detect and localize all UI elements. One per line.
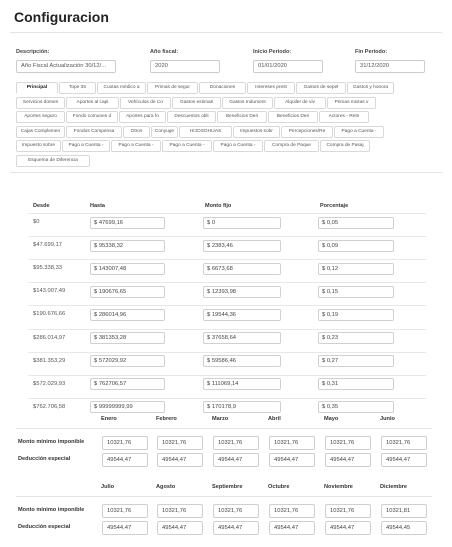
desde-value: $0 [33,219,40,225]
porcentaje-input[interactable]: $ 0,27 [318,355,394,367]
tab-11[interactable]: Gastos estimati [172,97,221,109]
deduccion-input[interactable]: 49544,47 [269,453,315,467]
hasta-input[interactable]: $ 381353,28 [90,332,165,344]
tab-18[interactable]: Descuentos obli [167,111,216,123]
anio-fiscal-label: Año fiscal: [150,49,179,55]
title-divider [10,32,442,33]
deduccion-input[interactable]: 49544,47 [269,521,315,535]
fin-periodo-input[interactable]: 31/12/2020 [355,60,425,73]
tab-3[interactable]: Primas de segur [147,82,198,94]
month-header: Abril [268,416,281,422]
hasta-input[interactable]: $ 143007,48 [90,263,165,275]
deduccion-input[interactable]: 49544,47 [102,521,148,535]
porcentaje-input[interactable]: $ 0,23 [318,332,394,344]
descripcion-label: Descripción: [16,49,50,55]
desde-value: $47.699,17 [33,242,63,249]
tab-28[interactable]: Percepciones/Re [281,126,333,138]
porcentaje-input[interactable]: $ 0,35 [318,401,394,413]
desde-value: $381.353,29 [33,357,66,364]
porcentaje-input[interactable]: $ 0,15 [318,286,394,298]
desde-value: $95.338,33 [33,265,63,272]
porcentaje-input[interactable]: $ 0,05 [318,217,394,229]
tab-30[interactable]: Impuesto sobre [16,140,61,152]
monto-fijo-input[interactable]: $ 37658,64 [203,332,281,344]
monto-minimo-label: Monto mínimo imponible [18,507,85,513]
tab-22[interactable]: Cajas Complemen [16,126,65,138]
row-divider [28,282,426,283]
desde-value: $143.007,49 [33,288,66,295]
minimo-input[interactable]: 10321,76 [102,436,148,450]
tab-27[interactable]: Impuestos sobr [233,126,280,138]
hasta-input[interactable]: $ 286014,96 [90,309,165,321]
col-porcentaje: Porcentaje [320,203,349,209]
month-divider [16,496,432,497]
month-divider [16,428,432,429]
minimo-input[interactable]: 10321,76 [325,436,371,450]
hasta-input[interactable]: $ 190676,65 [90,286,165,298]
deduccion-input[interactable]: 49544,47 [213,521,259,535]
month-header: Febrero [156,416,177,422]
tabs-divider [10,172,442,173]
tab-37[interactable]: Esquema de Diferencia [16,155,90,167]
minimo-input[interactable]: 10321,76 [157,504,203,518]
monto-fijo-input[interactable]: $ 0 [203,217,281,229]
tab-14[interactable]: Primas mixtas v [327,97,376,109]
descripcion-input[interactable]: Año Fiscal Actualización 30/12/... [16,60,116,73]
deduccion-input[interactable]: 49544,47 [157,453,203,467]
monto-fijo-input[interactable]: $ 2383,46 [203,240,281,252]
tab-8[interactable]: Servicios domes [16,97,65,109]
hasta-input[interactable]: $ 99999999,99 [90,401,165,413]
anio-fiscal-input[interactable]: 2020 [150,60,220,73]
deduccion-input[interactable]: 49544,47 [213,453,259,467]
minimo-input[interactable]: 10321,76 [213,436,259,450]
month-header: Julio [101,484,115,490]
monto-fijo-input[interactable]: $ 111069,14 [203,378,281,390]
hasta-input[interactable]: $ 762706,57 [90,378,165,390]
tab-15[interactable]: Aportes seguro [16,111,65,123]
tab-31[interactable]: Pago a Cuenta - [62,140,110,152]
tab-29[interactable]: Pago a Cuenta - [334,126,384,138]
month-header: Octubre [268,484,290,490]
tab-17[interactable]: Aportes para fo [119,111,166,123]
monto-fijo-input[interactable]: $ 19544,36 [203,309,281,321]
minimo-input[interactable]: 10321,76 [325,504,371,518]
desde-value: $286.014,97 [33,334,66,341]
tab-1[interactable]: Tope 35 [59,82,96,94]
tab-16[interactable]: Fondo comunes d [66,111,118,123]
tab-7[interactable]: Gastos y honora [347,82,394,94]
deduccion-input[interactable]: 49544,45 [381,521,427,535]
month-header: Noviembre [324,484,353,490]
deduccion-input[interactable]: 49544,47 [157,521,203,535]
tab-33[interactable]: Pago a Cuenta - [162,140,212,152]
hasta-input[interactable]: $ 572029,92 [90,355,165,367]
porcentaje-input[interactable]: $ 0,31 [318,378,394,390]
tab-36[interactable]: Compra de Pasaj [320,140,370,152]
month-header: Diciembre [380,484,408,490]
inicio-periodo-label: Inicio Periodo: [253,49,292,55]
porcentaje-input[interactable]: $ 0,19 [318,309,394,321]
deduccion-especial-label: Deducción especial [18,456,71,462]
row-divider [28,375,426,376]
row-divider [28,305,426,306]
monto-fijo-input[interactable]: $ 59586,46 [203,355,281,367]
monto-fijo-input[interactable]: $ 12393,98 [203,286,281,298]
tab-0[interactable]: Principal [16,82,58,94]
tab-6[interactable]: Gastos de sepel [296,82,346,94]
tab-34[interactable]: Pago a Cuenta - [213,140,263,152]
minimo-input[interactable]: 10321,76 [102,504,148,518]
row-divider [28,329,426,330]
col-hasta: Hasta [90,203,105,209]
row-divider [28,352,426,353]
deduccion-input[interactable]: 49544,47 [325,453,371,467]
tab-35[interactable]: Compra de Paque [264,140,319,152]
row-divider [28,259,426,260]
desde-value: $572.029,93 [33,380,66,387]
hasta-input[interactable]: $ 95338,32 [90,240,165,252]
inicio-periodo-input[interactable]: 01/01/2020 [253,60,323,73]
tab-5[interactable]: Intereses prest [247,82,295,94]
hasta-input[interactable]: $ 47699,16 [90,217,165,229]
month-header: Enero [101,416,117,422]
row-divider [28,398,426,399]
porcentaje-input[interactable]: $ 0,12 [318,263,394,275]
tab-21[interactable]: Actores - Retri [319,111,369,123]
month-header: Junio [380,416,395,422]
desde-value: $190.676,66 [33,311,66,318]
monto-fijo-input[interactable]: $ 170178,9 [203,401,281,413]
tab-19[interactable]: Beneficios Deri [217,111,267,123]
tab-4[interactable]: Donaciones [199,82,246,94]
desde-value: $762.706,58 [33,403,66,410]
row-divider [28,213,426,214]
tab-20[interactable]: Beneficios Deri [268,111,318,123]
tab-25[interactable]: Conyuge [151,126,178,138]
monto-fijo-input[interactable]: $ 6673,68 [203,263,281,275]
porcentaje-input[interactable]: $ 0,09 [318,240,394,252]
minimo-input[interactable]: 10321,76 [269,436,315,450]
month-header: Mayo [324,416,339,422]
deduccion-input[interactable]: 49544,47 [381,453,427,467]
deduccion-input[interactable]: 49544,47 [325,521,371,535]
tab-23[interactable]: Fondos Compensa [66,126,122,138]
tab-26[interactable]: HIJOSOHIJAS [179,126,232,138]
tab-13[interactable]: Alquiler de viv [274,97,326,109]
month-header: Agosto [156,484,176,490]
col-desde: Desde [33,203,50,209]
minimo-input[interactable]: 10321,76 [269,504,315,518]
deduccion-especial-label: Deducción especial [18,524,71,530]
minimo-input[interactable]: 10321,76 [157,436,203,450]
tab-24[interactable]: Otros [123,126,150,138]
monto-minimo-label: Monto mínimo imponible [18,439,85,445]
minimo-input[interactable]: 10321,81 [381,504,427,518]
tab-12[interactable]: Gastos Indument [222,97,273,109]
tab-32[interactable]: Pago a Cuenta - [111,140,161,152]
col-monto-fijo: Monto fijo [205,203,232,209]
fin-periodo-label: Fin Periodo: [355,49,388,55]
tab-10[interactable]: Vehículos de Co [120,97,171,109]
minimo-input[interactable]: 10321,76 [381,436,427,450]
page-title: Configuracion [14,9,109,25]
month-header: Septiembre [212,484,243,490]
month-header: Marzo [212,416,229,422]
tab-2[interactable]: Cuotas médico a [97,82,146,94]
tab-9[interactable]: Aportes al capi [66,97,119,109]
row-divider [28,236,426,237]
minimo-input[interactable]: 10321,76 [213,504,259,518]
deduccion-input[interactable]: 49544,47 [102,453,148,467]
